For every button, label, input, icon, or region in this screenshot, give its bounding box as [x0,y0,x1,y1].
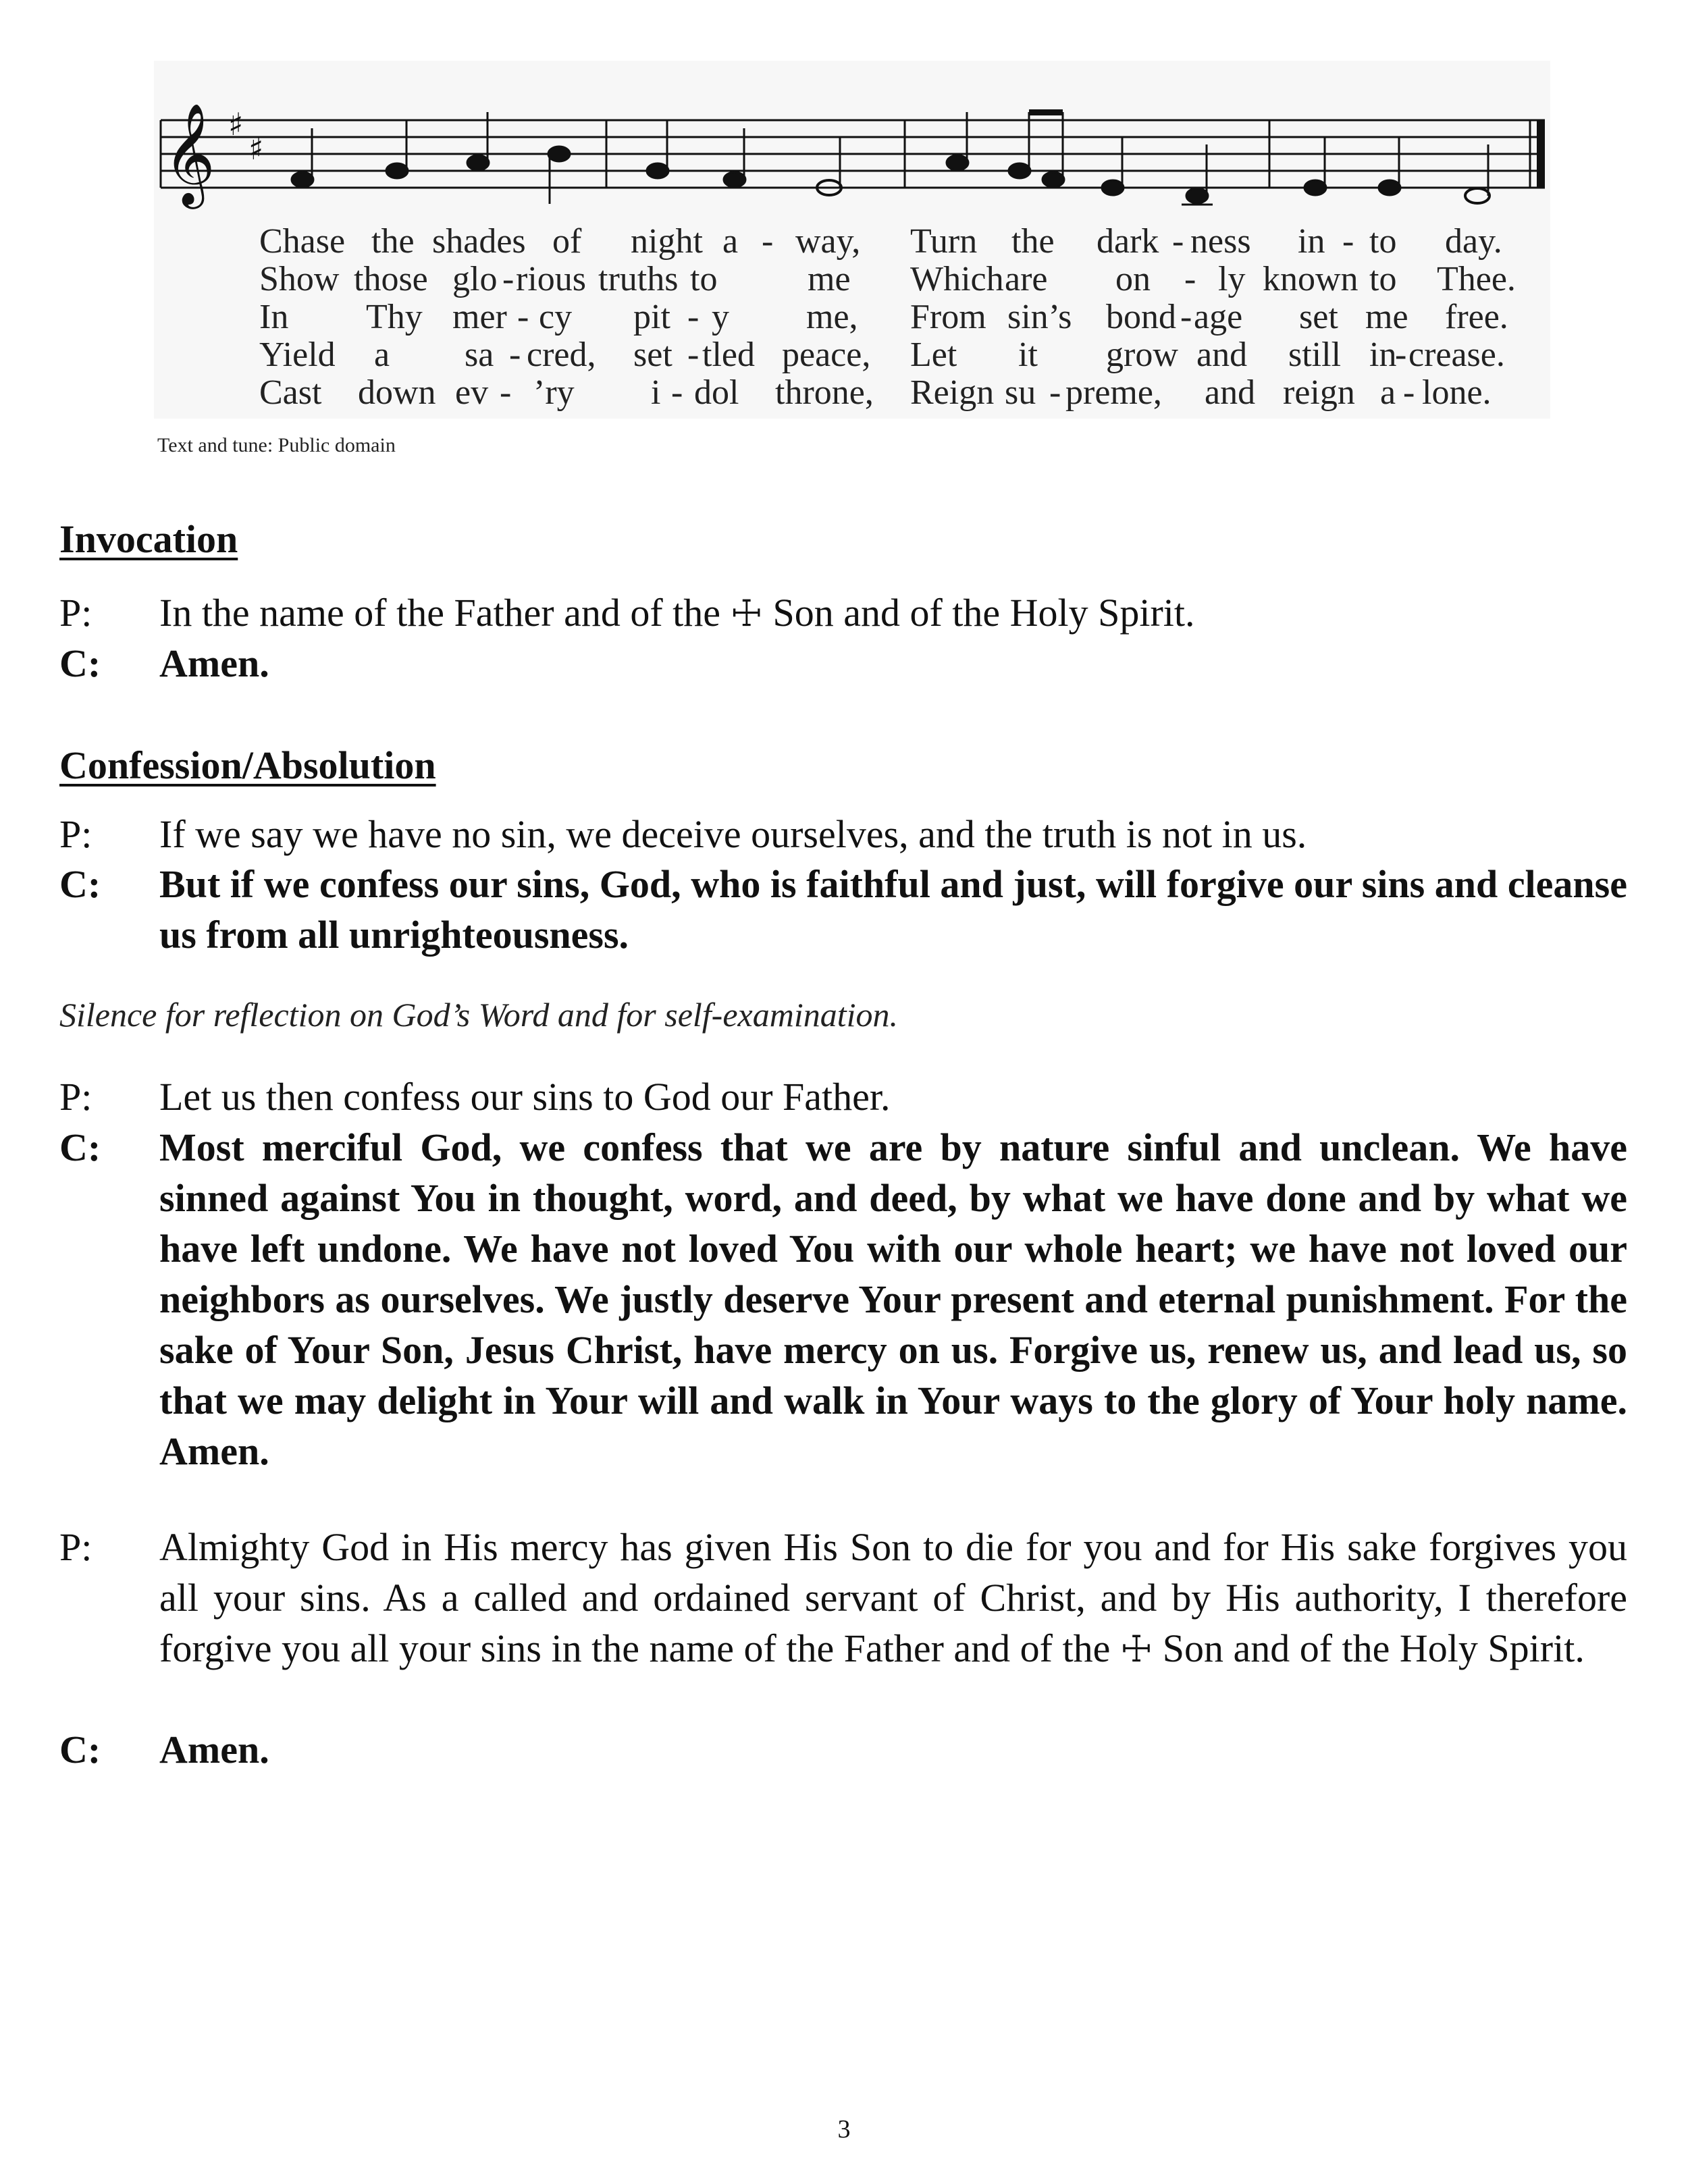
lyric-syllable: on [1115,260,1151,298]
speaker-label: C: [59,641,101,685]
lyric-syllable: the [371,222,415,261]
lyric-syllable: night [631,222,703,261]
lyric-syllable: age [1194,298,1243,336]
lyric-line-1 [154,221,1550,262]
hymn-credit: Text and tune: Public domain [157,434,396,456]
lyric-syllable: - [517,298,529,336]
speaker-label: P: [59,1075,93,1119]
lyric-syllable: set [1299,298,1338,336]
lyric-line-2 [154,259,1550,300]
lyric-syllable: su [1005,373,1036,412]
lyric-syllable: crease. [1408,336,1505,374]
confession-heading: Confession/Absolution [59,743,436,787]
lyric-syllable: to [1369,260,1397,298]
speaker-label: C: [59,1728,101,1772]
confession-p2-text: Let us then confess our sins to God our Father. [159,1075,891,1119]
lyric-syllable: - [1172,222,1184,261]
lyric-syllable: to [1369,222,1397,261]
lyric-line-4 [154,335,1550,375]
lyric-syllable: ly [1218,260,1246,298]
lyric-syllable: me [1365,298,1408,336]
speaker-label: P: [59,591,93,635]
lyric-syllable: a [722,222,739,261]
absolution-text [159,1522,1627,1675]
absolution-congregation-text: Amen. [159,1728,269,1772]
hymn-lyrics [154,61,1550,419]
lyric-syllable: sa [465,336,494,374]
lyric-syllable: rious [516,260,586,298]
lyric-syllable: pit [633,298,670,336]
lyric-syllable: truths [598,260,679,298]
confession-c2-text: Most merciful God, we confess that we are by nature sinful and unclean. We have sinned against You in thought, word, and deed, by what we have done and by what we have left undone. We have not loved You with our whole heart; we have not loved our neighbors as ourselves. We justly deserve Your present and eternal punishment. For the sake of Your Son, Jesus Christ, have mercy on us. Forgive us, renew us, and lead us, so that we may delight in Your will and walk in Your ways to the glory of Your holy name. Amen. [159,1125,1627,1473]
lyric-syllable: way, [795,222,861,261]
lyric-syllable: sin’s [1007,298,1072,336]
lyric-syllable: preme, [1065,373,1162,412]
lyric-syllable: - [500,373,512,412]
lyric-syllable: Yield [259,336,336,374]
lyric-syllable: Let [910,336,957,374]
cross-icon: ☩ [1119,1629,1153,1670]
lyric-syllable: tled [702,336,755,374]
lyric-syllable: down [358,373,436,412]
lyric-syllable: dol [694,373,739,412]
lyric-syllable: throne, [775,373,874,412]
lyric-syllable: ness [1190,222,1251,261]
lyric-syllable: ’ry [533,373,575,412]
invocation-text-part-1: In the name of the Father and of the [159,591,721,635]
lyric-syllable: Cast [259,373,322,412]
lyric-syllable: set [633,336,672,374]
lyric-syllable: cred, [527,336,596,374]
invocation-pastor-text [159,587,1627,639]
absolution-text-part-1: Almighty God in His mercy has given His Son to die for you and for His sake forgives you all your sins. As a called and ordained servant of Christ, and by His authority, I therefore forgive you all your sins in the name of the Father and of the [159,1525,1627,1670]
lyric-syllable: shades [432,222,526,261]
lyric-syllable: known [1263,260,1359,298]
lyric-syllable: lone. [1422,373,1492,412]
lyric-syllable: - [762,222,774,261]
lyric-syllable: - [671,373,683,412]
confession-c1-text: But if we confess our sins, God, who is faithful and just, will forgive our sins and cleanse us from all unrighteousness. [159,862,1627,957]
lyric-syllable: free. [1445,298,1508,336]
lyric-syllable: bond [1106,298,1176,336]
lyric-syllable: still [1288,336,1342,374]
lyric-syllable: - [1342,222,1354,261]
invocation-congregation-text: Amen. [159,641,269,685]
lyric-syllable: i [651,373,661,412]
lyric-syllable: it [1018,336,1038,374]
silence-rubric: Silence for reflection on God’s Word and for self-examination. [59,996,898,1034]
lyric-syllable: dark [1097,222,1159,261]
lyric-syllable: - [687,336,700,374]
speaker-label: C: [59,862,101,906]
lyric-syllable: and [1196,336,1248,374]
lyric-syllable: Reign [910,373,995,412]
page-number: 3 [837,2115,851,2143]
lyric-syllable: - [1180,298,1192,336]
lyric-syllable: those [354,260,428,298]
lyric-syllable: - [1049,373,1061,412]
lyric-syllable: grow [1106,336,1178,374]
lyric-syllable: of [552,222,582,261]
lyric-syllable: to [690,260,718,298]
lyric-syllable: mer [452,298,507,336]
lyric-syllable: Which [910,260,1004,298]
lyric-syllable: a [374,336,390,374]
lyric-syllable: - [502,260,515,298]
lyric-syllable: y [712,298,729,336]
sharp-icon: ♯ [228,106,244,142]
lyric-syllable: - [1184,260,1196,298]
lyric-syllable: a [1380,373,1396,412]
lyric-syllable: Turn [910,222,978,261]
lyric-syllable: ev [455,373,489,412]
lyric-syllable: - [687,298,700,336]
lyric-syllable: Thy [366,298,423,336]
lyric-syllable: are [1005,260,1048,298]
invocation-text-part-2: Son and of the Holy Spirit. [772,591,1195,635]
lyric-syllable: glo [452,260,498,298]
speaker-label: P: [59,1525,93,1569]
lyric-syllable: in [1369,336,1397,374]
lyric-line-5 [154,373,1550,413]
lyric-syllable: peace, [782,336,871,374]
speaker-label: C: [59,1125,101,1169]
sharp-icon: ♯ [248,130,264,167]
lyric-syllable: Thee. [1437,260,1516,298]
hymn-music [154,61,1550,419]
lyric-syllable: cy [539,298,573,336]
lyric-syllable: - [1403,373,1415,412]
lyric-syllable: day. [1445,222,1502,261]
lyric-syllable: in [1298,222,1325,261]
treble-clef-icon: 𝄞 [163,102,215,205]
lyric-syllable: Show [259,260,340,298]
lyric-syllable: Chase [259,222,346,261]
lyric-syllable: and [1205,373,1256,412]
invocation-heading: Invocation [59,517,238,561]
lyric-syllable: In [259,298,289,336]
lyric-syllable: the [1011,222,1055,261]
lyric-syllable: me [808,260,851,298]
speaker-label: P: [59,812,93,856]
lyric-syllable: reign [1283,373,1355,412]
lyric-line-3 [154,297,1550,338]
absolution-text-part-2: Son and of the Holy Spirit. [1162,1626,1585,1670]
lyric-syllable: From [910,298,986,336]
confession-p1-text: If we say we have no sin, we deceive ourselves, and the truth is not in us. [159,812,1307,856]
lyric-syllable: me, [806,298,858,336]
lyric-syllable: - [1395,336,1407,374]
lyric-syllable: - [509,336,521,374]
cross-icon: ☩ [730,593,763,634]
